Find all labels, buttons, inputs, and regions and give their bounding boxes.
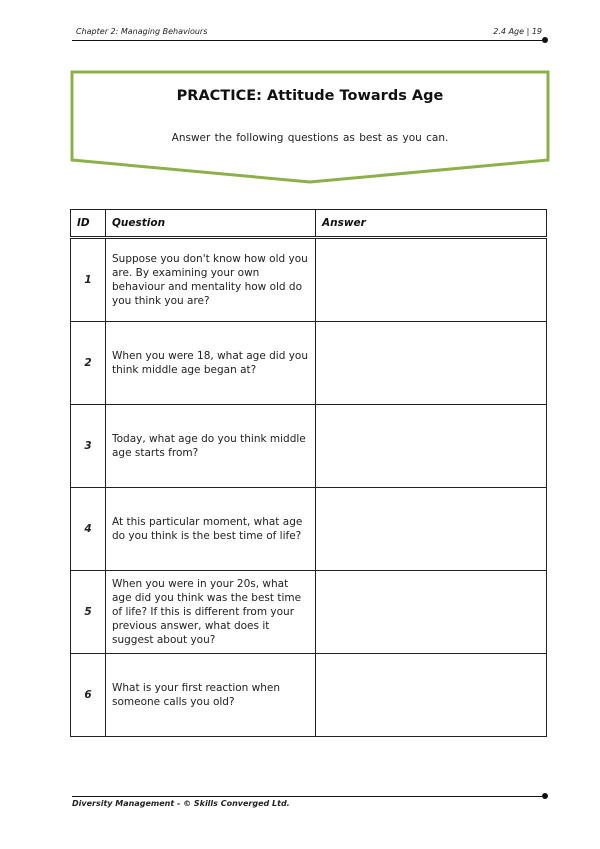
row-id: 4 <box>71 488 106 571</box>
column-header-answer: Answer <box>316 210 547 238</box>
header-rule <box>72 40 542 41</box>
row-id: 3 <box>71 405 106 488</box>
table-row <box>71 571 547 654</box>
page-header <box>72 24 544 40</box>
table-header-row <box>71 210 547 238</box>
practice-title: PRACTICE: Attitude Towards Age <box>176 88 444 104</box>
table-row <box>71 238 547 322</box>
footer-rule <box>72 796 542 797</box>
row-answer-field[interactable] <box>316 488 547 571</box>
table-row <box>71 488 547 571</box>
column-header-question: Question <box>106 210 316 238</box>
practice-instructions: Answer the following questions as best as you can. <box>171 132 449 144</box>
row-question: What is your first reaction when someone calls you old? <box>106 654 316 737</box>
row-question: When you were in your 20s, what age did you think was the best time of life? If this is different from your previous answer, what does it suggest about you? <box>106 571 316 654</box>
row-answer-field[interactable] <box>316 322 547 405</box>
row-answer-field[interactable] <box>316 238 547 322</box>
footer-rule-dot <box>542 793 548 799</box>
section-page-number: 2.4 Age | 19 <box>493 27 542 36</box>
header-rule-dot <box>542 37 548 43</box>
question-table <box>70 209 547 737</box>
row-id: 6 <box>71 654 106 737</box>
row-id: 5 <box>71 571 106 654</box>
table-row <box>71 654 547 737</box>
row-id: 2 <box>71 322 106 405</box>
row-answer-field[interactable] <box>316 405 547 488</box>
table-row <box>71 322 547 405</box>
page-footer: Diversity Management - © Skills Converged Ltd. <box>72 799 290 808</box>
row-answer-field[interactable] <box>316 654 547 737</box>
row-id: 1 <box>71 238 106 322</box>
row-question: When you were 18, what age did you think middle age began at? <box>106 322 316 405</box>
chapter-title: Chapter 2: Managing Behaviours <box>76 27 208 36</box>
row-answer-field[interactable] <box>316 571 547 654</box>
practice-banner <box>70 70 550 186</box>
column-header-id: ID <box>71 210 106 238</box>
row-question: Suppose you don't know how old you are. By examining your own behaviour and mentality how old do you think you are? <box>106 238 316 322</box>
row-question: At this particular moment, what age do you think is the best time of life? <box>106 488 316 571</box>
table-row <box>71 405 547 488</box>
row-question: Today, what age do you think middle age starts from? <box>106 405 316 488</box>
